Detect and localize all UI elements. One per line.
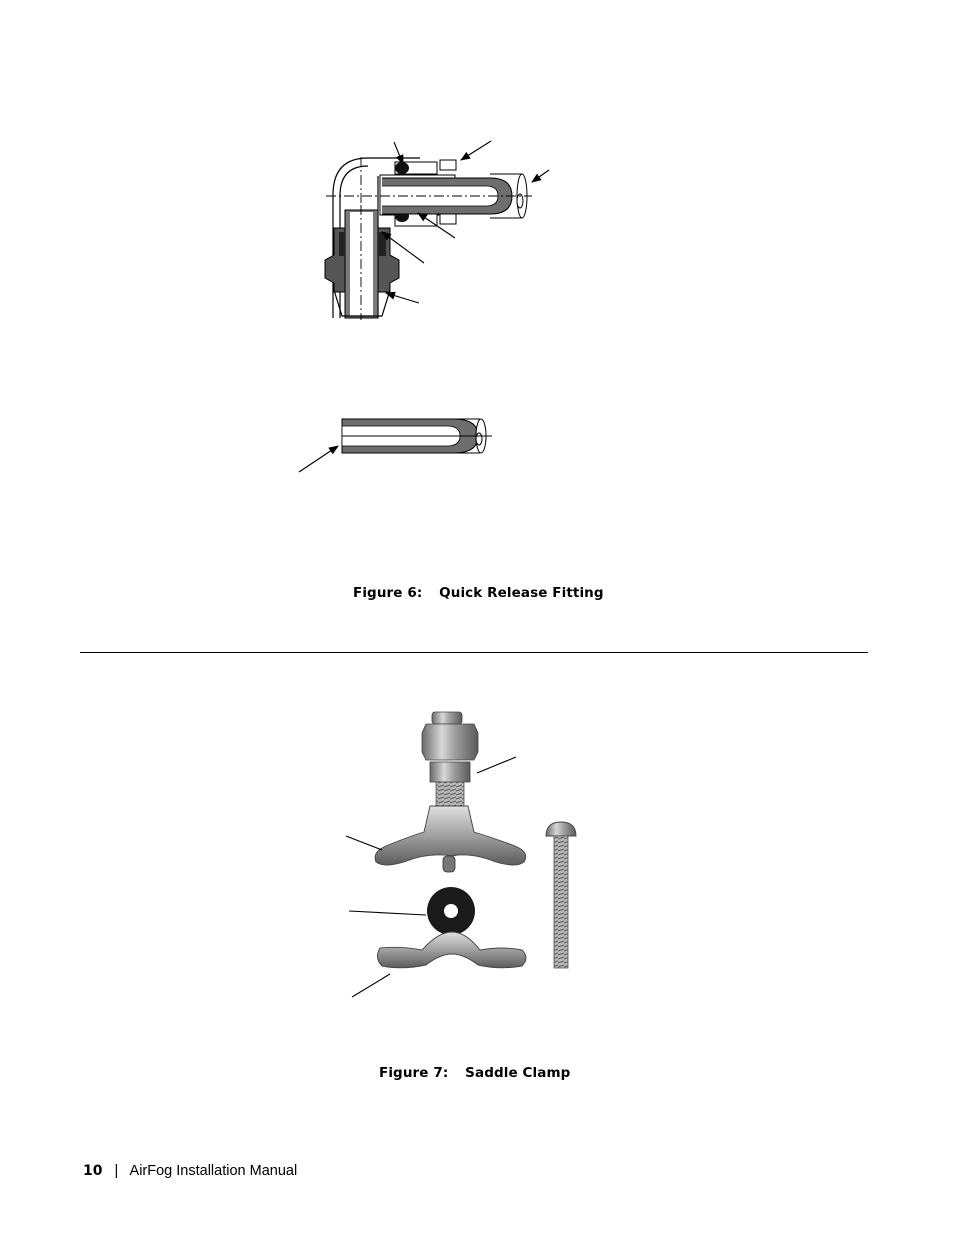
- rubber-washer: [427, 887, 475, 935]
- page-footer: [83, 1163, 297, 1179]
- page-number: 10: [83, 1163, 103, 1179]
- upper-saddle: [375, 806, 526, 872]
- callout-lines-figure7: [346, 757, 516, 997]
- lower-saddle: [377, 932, 526, 968]
- footer-separator: |: [114, 1163, 119, 1179]
- figure-6-caption: [353, 585, 604, 601]
- figure-7-caption: [379, 1065, 570, 1081]
- lower-nut: [325, 205, 399, 320]
- clamp-bolt: [546, 822, 576, 968]
- manual-title: AirFog Installation Manual: [129, 1163, 298, 1179]
- compression-fitting: [422, 712, 478, 808]
- figure-6-title: Quick Release Fitting: [439, 585, 604, 601]
- figure-7-number: Figure 7:: [379, 1065, 449, 1081]
- tube-detail: [299, 419, 492, 472]
- section-divider: [80, 652, 868, 653]
- figure-7-title: Saddle Clamp: [465, 1065, 571, 1081]
- figure-6-number: Figure 6:: [353, 585, 423, 601]
